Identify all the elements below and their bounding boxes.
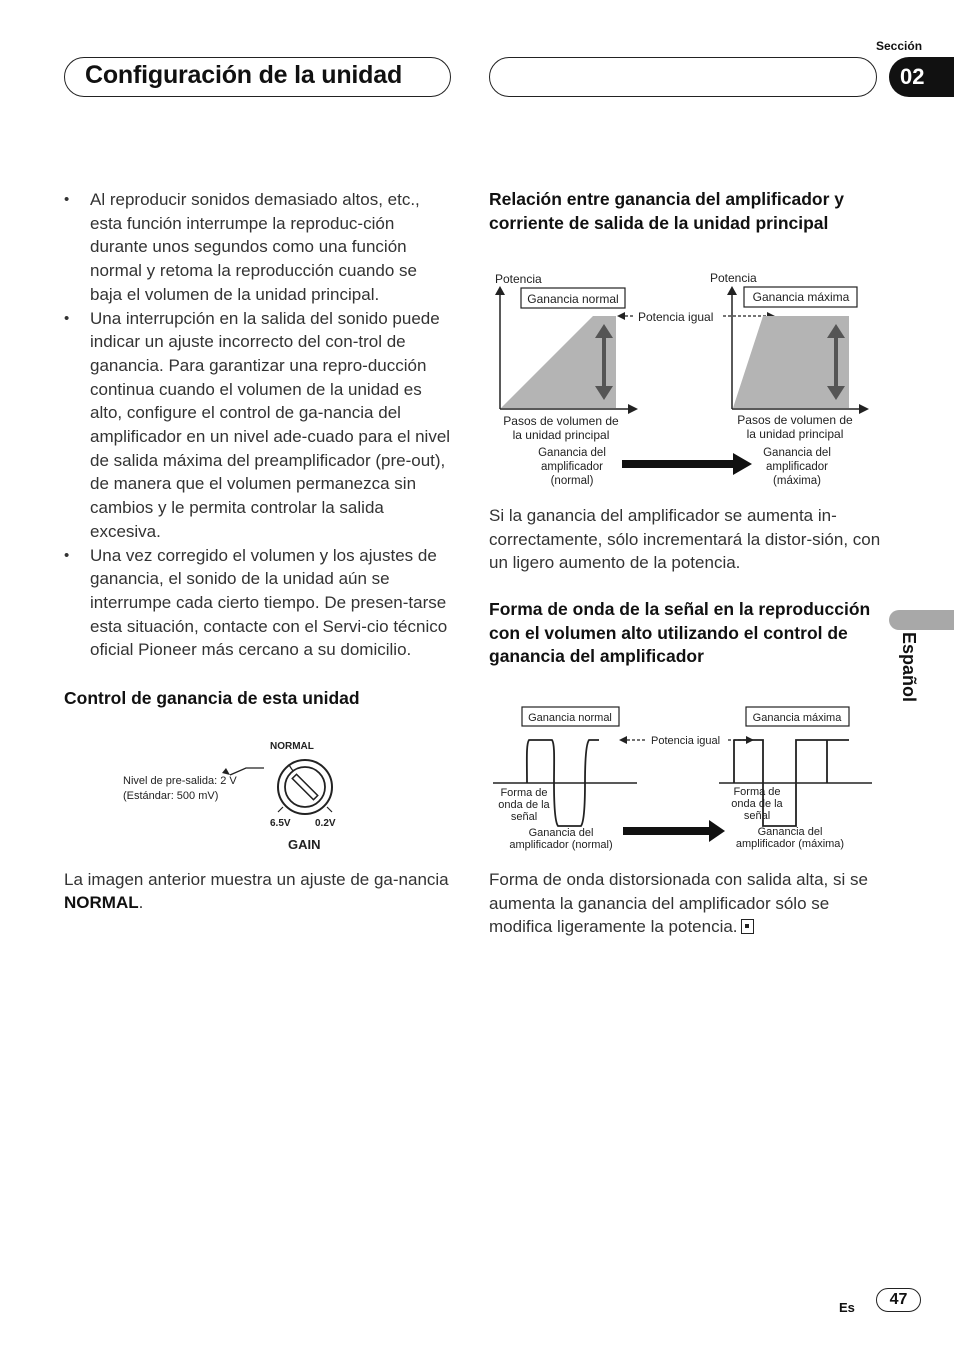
max-gain-label: Ganancia máxima <box>752 290 850 304</box>
relation-heading: Relación entre ganancia del amplificador y corriente de salida de la unidad principal <box>489 189 844 233</box>
equal-power-label: Potencia igual <box>651 735 721 747</box>
bullet-item: • Una interrupción en la salida del sonido puede indicar un ajuste incorrecto del con-trol de ganancia. Para garantizar una repro-ducción continua cuando el volumen de la unidad es alto, configure el control de ga-nancia del amplificador en un nivel ade-cuado para el nivel de salida máxima del preamplificador (pre-out), de manera que el volumen permanezca sin cambios y le permita controlar la salida excesiva. <box>64 307 452 544</box>
preout-level-label: Nivel de pre-salida: 2 V <box>123 774 237 787</box>
volume-steps-label: la unidad principal <box>512 428 610 442</box>
amp-gain-label: amplificador <box>766 461 828 473</box>
x-axis-arrow <box>628 404 638 414</box>
power-axis-label: Potencia <box>495 272 542 286</box>
waveform-paragraph-text: Forma de onda distorsionada con salida alta, si se aumenta la ganancia del amplificador sólo se modifica ligeramente la potencia. <box>489 870 868 937</box>
knob-min-label: 6.5V <box>270 817 291 829</box>
max-gain-area <box>733 316 849 408</box>
preout-pointer-arrowhead <box>222 768 230 775</box>
max-gain-label: Ganancia máxima <box>752 712 842 724</box>
amp-gain-normal-label: (normal) <box>550 475 594 487</box>
knob-max-label: 0.2V <box>315 817 336 829</box>
knob-tick <box>289 765 293 771</box>
amp-gain-label: Ganancia del <box>528 827 594 839</box>
equal-power-arrow <box>617 312 625 320</box>
power-axis-label: Potencia <box>710 271 757 285</box>
bullet-item: • Al reproducir sonidos demasiado altos, etc., esta función interrumpe la reproduc-ción durante unos segundos como una función normal y retoma la reproducción cuando se baja el volumen de la unidad principal. <box>64 188 452 307</box>
end-of-section-icon <box>741 919 754 934</box>
gain-knob-figure <box>64 715 452 855</box>
preout-standard-label: (Estándar: 500 mV) <box>123 789 219 802</box>
knob-gain-label: GAIN <box>288 836 321 852</box>
gain-caption <box>64 868 452 915</box>
gain-increase-arrowhead <box>709 820 725 842</box>
gain-caption-text: La imagen anterior muestra un ajuste de ga-nancia <box>64 869 449 889</box>
waveform-paragraph <box>489 868 881 939</box>
volume-steps-label: la unidad principal <box>746 427 844 441</box>
relation-paragraph: Si la ganancia del amplificador se aumenta in-correctamente, sólo incrementará la distor-sión, con un ligero aumento de la potencia. <box>489 506 881 573</box>
normal-gain-area <box>501 316 616 408</box>
preout-pointer-line <box>230 768 264 775</box>
bullet-item: • Una vez corregido el volumen y los ajustes de ganancia, el sonido de la unidad aún se interrumpe cada cierto tiempo. De presen-tarse esta situación, contacte con el Servi-cio técnico oficial Pioneer más cercano a su domicilio. <box>64 544 452 663</box>
waveform-label: onda de la <box>731 798 783 810</box>
section-number-badge: 02 <box>889 57 954 97</box>
amp-gain-label: amplificador <box>541 461 603 473</box>
volume-steps-label: Pasos de volumen de <box>503 414 619 428</box>
gain-knob-slot <box>292 774 317 799</box>
amp-gain-max-label: amplificador (máxima) <box>735 838 845 850</box>
page-title: Configuración de la unidad <box>85 61 403 89</box>
waveform-heading: Forma de onda de la señal en la reproducción con el volumen alto utilizando el control de ganancia del amplificador <box>489 599 871 667</box>
gain-increase-arrow <box>623 827 711 835</box>
knob-tick <box>327 807 332 812</box>
language-tab-marker <box>889 610 954 630</box>
amp-gain-max-label: (máxima) <box>773 475 821 487</box>
volume-steps-label: Pasos de volumen de <box>737 413 853 427</box>
footer-language-code: Es <box>839 1300 855 1315</box>
knob-normal-label: NORMAL <box>270 740 314 752</box>
knob-tick <box>278 807 283 812</box>
equal-power-label: Potencia igual <box>638 310 714 324</box>
gain-control-heading: Control de ganancia de esta unidad <box>64 688 360 709</box>
gain-increase-arrow <box>622 460 735 468</box>
normal-gain-label: Ganancia normal <box>527 292 619 306</box>
title-pill <box>64 57 451 97</box>
amp-gain-label: Ganancia del <box>763 447 831 459</box>
waveform-label: señal <box>510 811 538 823</box>
equal-power-arrow <box>619 736 627 744</box>
gain-caption-bold: NORMAL <box>64 893 139 913</box>
x-axis-arrow <box>859 404 869 414</box>
language-tab-label: Español <box>899 632 919 703</box>
y-axis-arrow <box>495 286 505 295</box>
header-blank-pill <box>489 57 877 97</box>
left-column <box>64 188 452 915</box>
amp-gain-normal-label: amplificador (normal) <box>509 839 613 851</box>
amp-gain-label: Ganancia del <box>538 447 606 459</box>
bullet-list <box>64 188 452 662</box>
waveform-label: Forma de <box>733 786 781 798</box>
gain-relation-diagram <box>489 268 881 490</box>
gain-caption-end: . <box>138 893 144 913</box>
waveform-diagram <box>489 700 881 858</box>
waveform-label: onda de la <box>498 799 550 811</box>
y-axis-arrow <box>727 286 737 295</box>
normal-gain-label: Ganancia normal <box>528 712 612 724</box>
waveform-label: Forma de <box>500 787 548 799</box>
section-label: Sección <box>876 39 923 53</box>
amp-gain-label: Ganancia del <box>757 826 823 838</box>
gain-increase-arrowhead <box>733 453 752 475</box>
page-number: 47 <box>876 1288 921 1312</box>
waveform-label: señal <box>743 810 771 822</box>
